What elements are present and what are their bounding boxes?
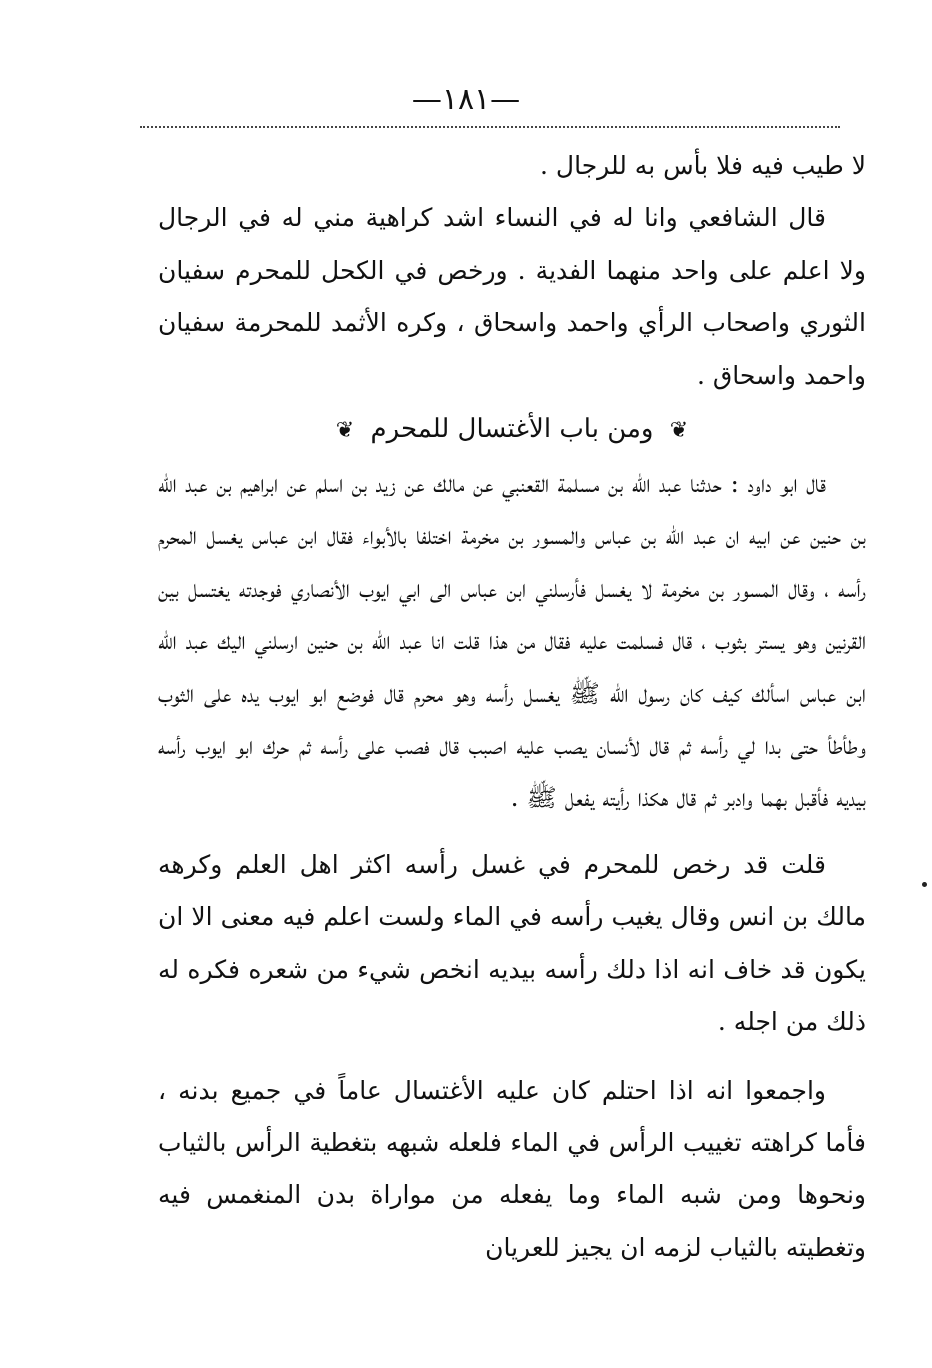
paragraph-shafii: قال الشافعي وانا له في النساء اشد كراهية مني له في الرجال ولا اعلم على واحد منهما الفدية . ورخص في الكحل للمحرم سفيان الثوري واصحاب الرأي واحمد واسحاق ، وكره الأثمد للمحرمة سفيان واحمد واسحاق . xyxy=(158,203,866,390)
ornament-right-icon: ❦ xyxy=(669,418,689,444)
margin-mark xyxy=(922,882,927,887)
main-text xyxy=(158,140,866,1274)
page-number: —١٨١— xyxy=(411,82,521,117)
paragraph-gap xyxy=(158,825,866,839)
paragraph-consensus: واجمعوا انه اذا احتلم كان عليه الأغتسال عاماً في جميع بدنه ، فأما كراهته تغييب الرأس في الماء فلعله شبهه بتغطية الرأس بالثياب ونحوها ومن شبه الماء وما يفعله من مواراة بدن المنغمس فيه وتغطيته بالثياب لزمه ان يجيز للعريان xyxy=(158,1075,866,1262)
ornament-left-icon: ❦ xyxy=(335,418,355,444)
paragraph-continuation: لا طيب فيه فلا بأس به للرجال . xyxy=(540,151,866,180)
paragraph-commentary: قلت قد رخص للمحرم في غسل رأسه اكثر اهل العلم وكرهه مالك بن انس وقال يغيب رأسه في الماء ولست اعلم فيه معنى الا ان يكون قد خاف انه اذا دلك رأسه بيديه انخص شيء من شعره فكره له ذلك من اجله . xyxy=(158,849,866,1037)
paragraph-gap xyxy=(158,1049,866,1065)
paragraph-hadith: قال ابو داود : حدثنا عبد الله بن مسلمة القعنبي عن مالك عن زيد بن اسلم عن ابراهيم بن عبد الله بن حنين عن ابيه ان عبد الله بن عباس والمسور بن مخرمة اختلفا بالأبواء فقال ابن عباس يغسل المحرم رأسه ، وقال المسور بن مخرمة لا يغسل فأرسلني ابن عباس الى ابي ايوب الأنصاري فوجدته يغتسل بين القرنين وهو يستر بثوب ، قال فسلمت عليه فقال من هذا قلت انا عبد الله بن حنين ارسلني اليك عبد الله ابن عباس اسألك كيف كان رسول الله ﷺ يغسل رأسه وهو محرم قال فوضع ابو ايوب يده على الثوب وطأطأ حتى بدا لي رأسه ثم قال لأنسان يصب عليه اصبب قال فصب على رأسه ثم حرك ابو ايوب رأسه بيديه فأقبل بهما وادبر ثم قال هكذا رأيته يفعل ﷺ . xyxy=(158,469,866,813)
section-heading xyxy=(158,402,866,458)
header-dotted-rule xyxy=(140,126,840,128)
section-heading-text: ومن باب الأغتسال للمحرم xyxy=(370,414,654,445)
